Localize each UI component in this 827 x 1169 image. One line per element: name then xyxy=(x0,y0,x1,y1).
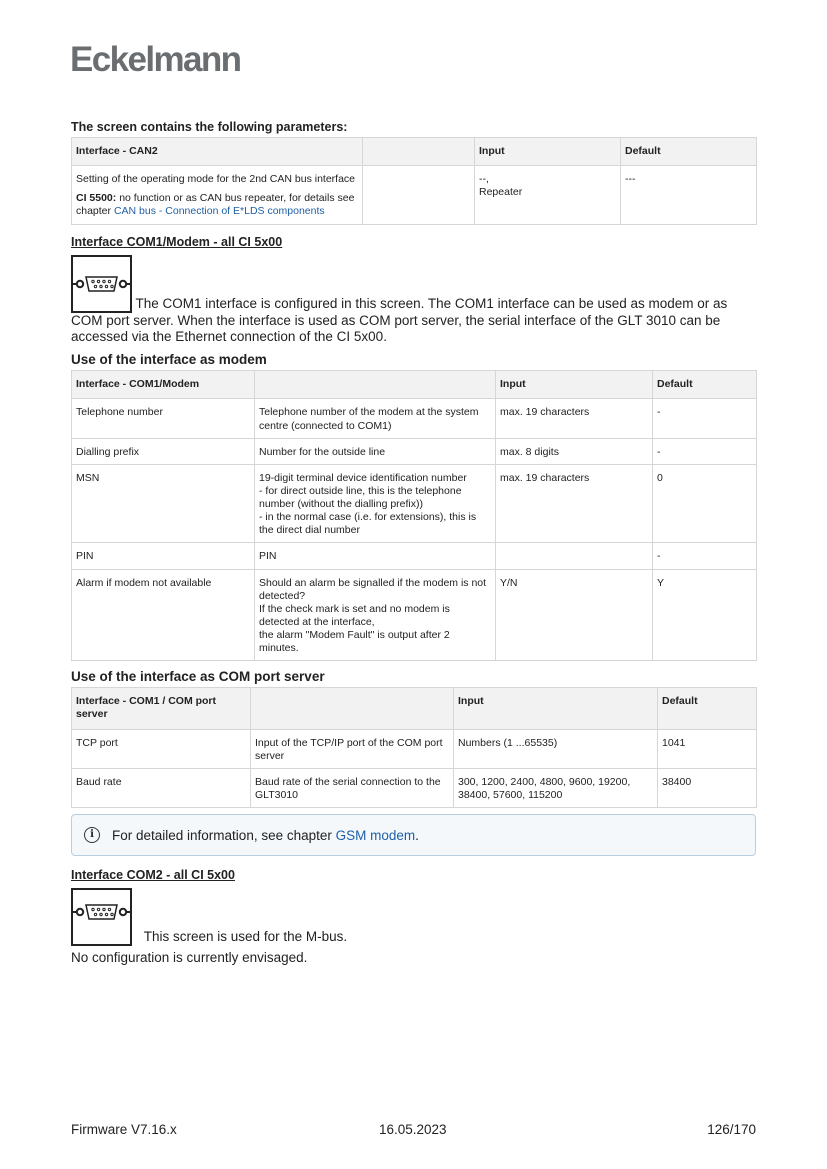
table-row xyxy=(72,543,757,569)
footer-firmware: Firmware V7.16.x xyxy=(71,1122,177,1137)
com1-intro xyxy=(71,255,756,347)
param-desc: Telephone number of the modem at the system centre (connected to COM1) xyxy=(255,399,496,438)
param-desc: Input of the TCP/IP port of the COM port server xyxy=(251,729,454,768)
default-cell: --- xyxy=(621,166,757,224)
col-header: Input xyxy=(454,688,658,729)
info-icon: i xyxy=(84,827,100,843)
col-header: Interface - CAN2 xyxy=(72,138,363,166)
col-header: Default xyxy=(658,688,757,729)
param-name: MSN xyxy=(72,464,255,543)
can2-note-text: no function or as CAN bus repeater, for details see chapter xyxy=(76,192,355,218)
can-bus-chapter-link[interactable]: CAN bus - Connection of E*LDS components xyxy=(113,205,325,218)
param-desc: PIN xyxy=(255,543,496,569)
gsm-modem-link[interactable]: GSM modem xyxy=(335,827,416,843)
param-name: Baud rate xyxy=(72,768,251,807)
param-name: Telephone number xyxy=(72,399,255,438)
com-port-server-table xyxy=(71,687,757,808)
param-default: Y xyxy=(653,569,757,661)
param-default: - xyxy=(653,438,757,464)
param-input: Numbers (1 ...65535) xyxy=(454,729,658,768)
serial-port-icon xyxy=(71,888,132,946)
input-option: Repeater xyxy=(479,186,523,199)
modem-table xyxy=(71,370,757,661)
col-header xyxy=(363,138,475,166)
param-name: Alarm if modem not available xyxy=(72,569,255,661)
table-row xyxy=(72,569,757,661)
input-cell xyxy=(475,166,621,224)
col-header: Input xyxy=(475,138,621,166)
empty-cell xyxy=(363,166,475,224)
note-text: For detailed information, see chapter xyxy=(112,827,336,843)
param-desc: Should an alarm be signalled if the modem is not detected? If the check mark is set and no modem is detected at the interface, the alarm "Modem Fault" is output after 2 minutes. xyxy=(255,569,496,661)
param-name: PIN xyxy=(72,543,255,569)
param-default: 0 xyxy=(653,464,757,543)
com-port-server-heading: Use of the interface as COM port server xyxy=(71,669,325,685)
serial-port-icon xyxy=(71,255,132,313)
footer-date: 16.05.2023 xyxy=(379,1122,447,1137)
table-header-row xyxy=(72,688,757,729)
table-header-row xyxy=(72,138,757,166)
param-input: 300, 1200, 2400, 4800, 9600, 19200, 38400, 57600, 115200 xyxy=(454,768,658,807)
param-input: max. 19 characters xyxy=(496,399,653,438)
col-header: Default xyxy=(621,138,757,166)
param-desc: 19-digit terminal device identification number - for direct outside line, this is the telephone number (without the dialling prefix)) - in the normal case (i.e. for extensions), this is the direct dial number xyxy=(255,464,496,543)
param-input xyxy=(496,543,653,569)
com2-text: No configuration is currently envisaged. xyxy=(71,950,308,965)
input-option: --, xyxy=(479,173,489,186)
com1-heading: Interface COM1/Modem - all CI 5x00 xyxy=(71,234,283,249)
com2-intro-text: This screen is used for the M-bus. xyxy=(143,929,348,945)
table-row xyxy=(72,399,757,438)
table-row xyxy=(72,768,757,807)
can2-description: Setting of the operating mode for the 2nd CAN bus interface xyxy=(76,173,356,186)
table-header-row xyxy=(72,371,757,399)
param-default: 1041 xyxy=(658,729,757,768)
col-header: Interface - COM1/Modem xyxy=(72,371,255,399)
parameters-heading: The screen contains the following parameters: xyxy=(71,120,348,134)
param-name: Dialling prefix xyxy=(72,438,255,464)
col-header: Interface - COM1 / COM port server xyxy=(72,688,251,729)
param-input: Y/N xyxy=(496,569,653,661)
can2-note-bold: CI 5500: xyxy=(76,192,117,205)
param-default: 38400 xyxy=(658,768,757,807)
col-header: Default xyxy=(653,371,757,399)
table-row xyxy=(72,438,757,464)
modem-heading: Use of the interface as modem xyxy=(71,352,267,368)
param-name: TCP port xyxy=(72,729,251,768)
table-row xyxy=(72,464,757,543)
param-input: max. 8 digits xyxy=(496,438,653,464)
col-header: Input xyxy=(496,371,653,399)
col-header xyxy=(255,371,496,399)
info-note xyxy=(71,814,756,856)
com2-heading: Interface COM2 - all CI 5x00 xyxy=(71,868,235,882)
com2-intro xyxy=(71,888,756,946)
can2-note xyxy=(76,192,358,218)
footer-page-number: 126/170 xyxy=(707,1122,756,1137)
param-default: - xyxy=(653,399,757,438)
info-note-text xyxy=(112,828,419,843)
param-cell xyxy=(72,166,363,224)
note-end: . xyxy=(415,827,419,843)
eckelmann-logo: Eckelmann xyxy=(70,40,241,79)
param-input: max. 19 characters xyxy=(496,464,653,543)
col-header xyxy=(251,688,454,729)
param-default: - xyxy=(653,543,757,569)
param-desc: Baud rate of the serial connection to the GLT3010 xyxy=(251,768,454,807)
page-content xyxy=(71,120,756,967)
table-row xyxy=(72,729,757,768)
com1-intro-text: The COM1 interface is configured in this screen. The COM1 interface can be used as modem or as COM port server. When the interface is used as COM port server, the serial interface of the GLT 3010 can be accessed via the Ethernet connection of the CI 5x00. xyxy=(71,295,728,345)
param-desc: Number for the outside line xyxy=(255,438,496,464)
can2-table xyxy=(71,137,757,225)
table-row xyxy=(72,166,757,224)
